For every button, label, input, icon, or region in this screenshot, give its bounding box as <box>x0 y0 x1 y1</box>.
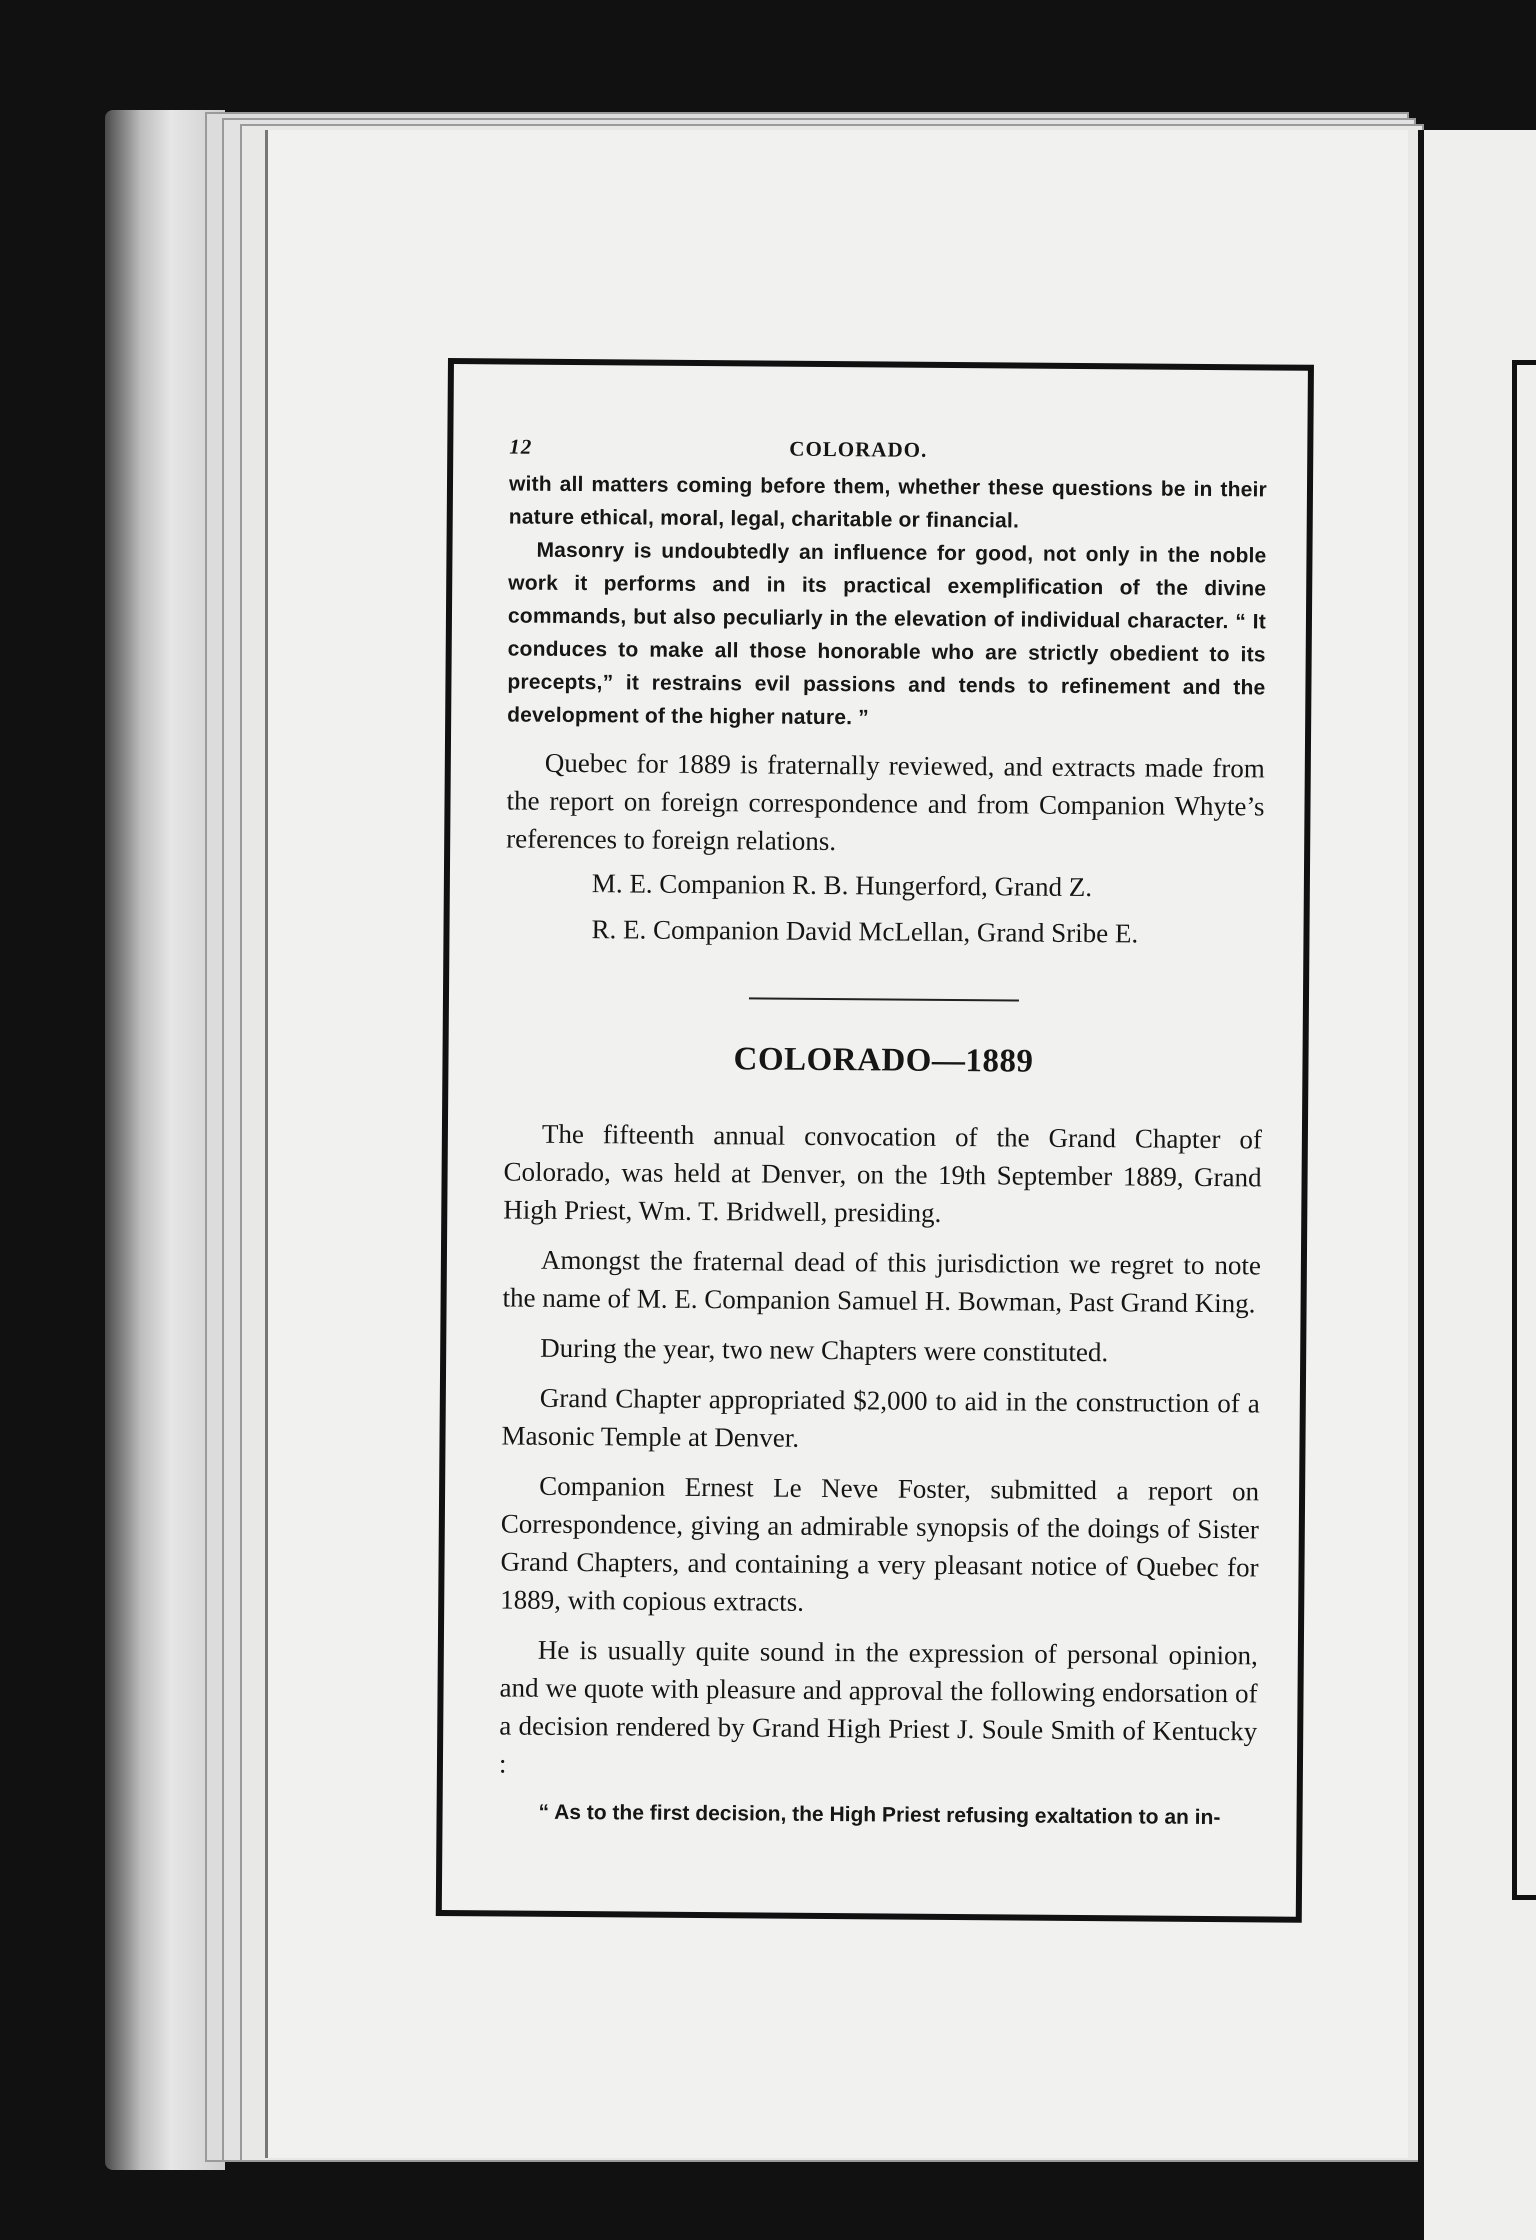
body-paragraph: He is usually quite sound in the expression of personal opinion, and we quote with pleasure and approval the following endorsation of a decision rendered by Grand High Priest J. Soule Smith of Kentucky : <box>498 1634 1258 1779</box>
text-frame <box>436 358 1314 1923</box>
page-number: 12 <box>509 434 533 459</box>
quote-line: “ As to the first decision, the High Priest refusing exaltation to an in- <box>538 1800 1221 1830</box>
body-paragraph: During the year, two new Chapters were constituted. <box>540 1332 1109 1368</box>
intro-paragraph: Masonry is undoubtedly an influence for good, not only in the noble work it performs and in its practical exemplification of the divine commands, but also peculiarly in the elevation of individual character. “ It conduces to make all those honorable who are strictly obedient to its precepts,” it restrains evil passions and tends to refinement and the development of the higher nature. ” <box>507 538 1267 730</box>
body-paragraph: Companion Ernest Le Neve Foster, submitted a report on Correspondence, giving an admirable synopsis of the doings of Sister Grand Chapters, and containing a very pleasant notice of Quebec for 1889, with copious extracts. <box>500 1470 1260 1617</box>
running-header <box>509 434 1267 465</box>
body-paragraph: Amongst the fraternal dead of this jurisdiction we regret to note the name of M. E. Companion Samuel H. Bowman, Past Grand King. <box>502 1244 1262 1319</box>
signer-line: M. E. Companion R. B. Hungerford, Grand Z. <box>591 868 1093 903</box>
signer-line: R. E. Companion David McLellan, Grand Sribe E. <box>591 914 1139 949</box>
section-title: COLORADO—1889 <box>733 1041 1034 1080</box>
review-paragraph: Quebec for 1889 is fraternally reviewed, and extracts made from the report on foreign correspondence and from Companion Whyte’s references to foreign relations. <box>506 747 1265 857</box>
facing-page <box>1418 130 1536 2240</box>
section-divider <box>749 997 1019 1001</box>
intro-paragraph: with all matters coming before them, whether these questions be in their nature ethical, moral, legal, charitable or financial. <box>508 472 1268 533</box>
body-paragraph: Grand Chapter appropriated $2,000 to aid in the construction of a Masonic Temple at Denver. <box>501 1382 1260 1453</box>
body-paragraph: The fifteenth annual convocation of the Grand Chapter of Colorado, was held at Denver, on the 19th September 1889, Grand High Priest, Wm. T. Bridwell, presiding. <box>503 1118 1263 1228</box>
facing-page-frame <box>1512 360 1536 1900</box>
running-title: COLORADO. <box>789 436 928 462</box>
page-content <box>498 434 1267 1886</box>
